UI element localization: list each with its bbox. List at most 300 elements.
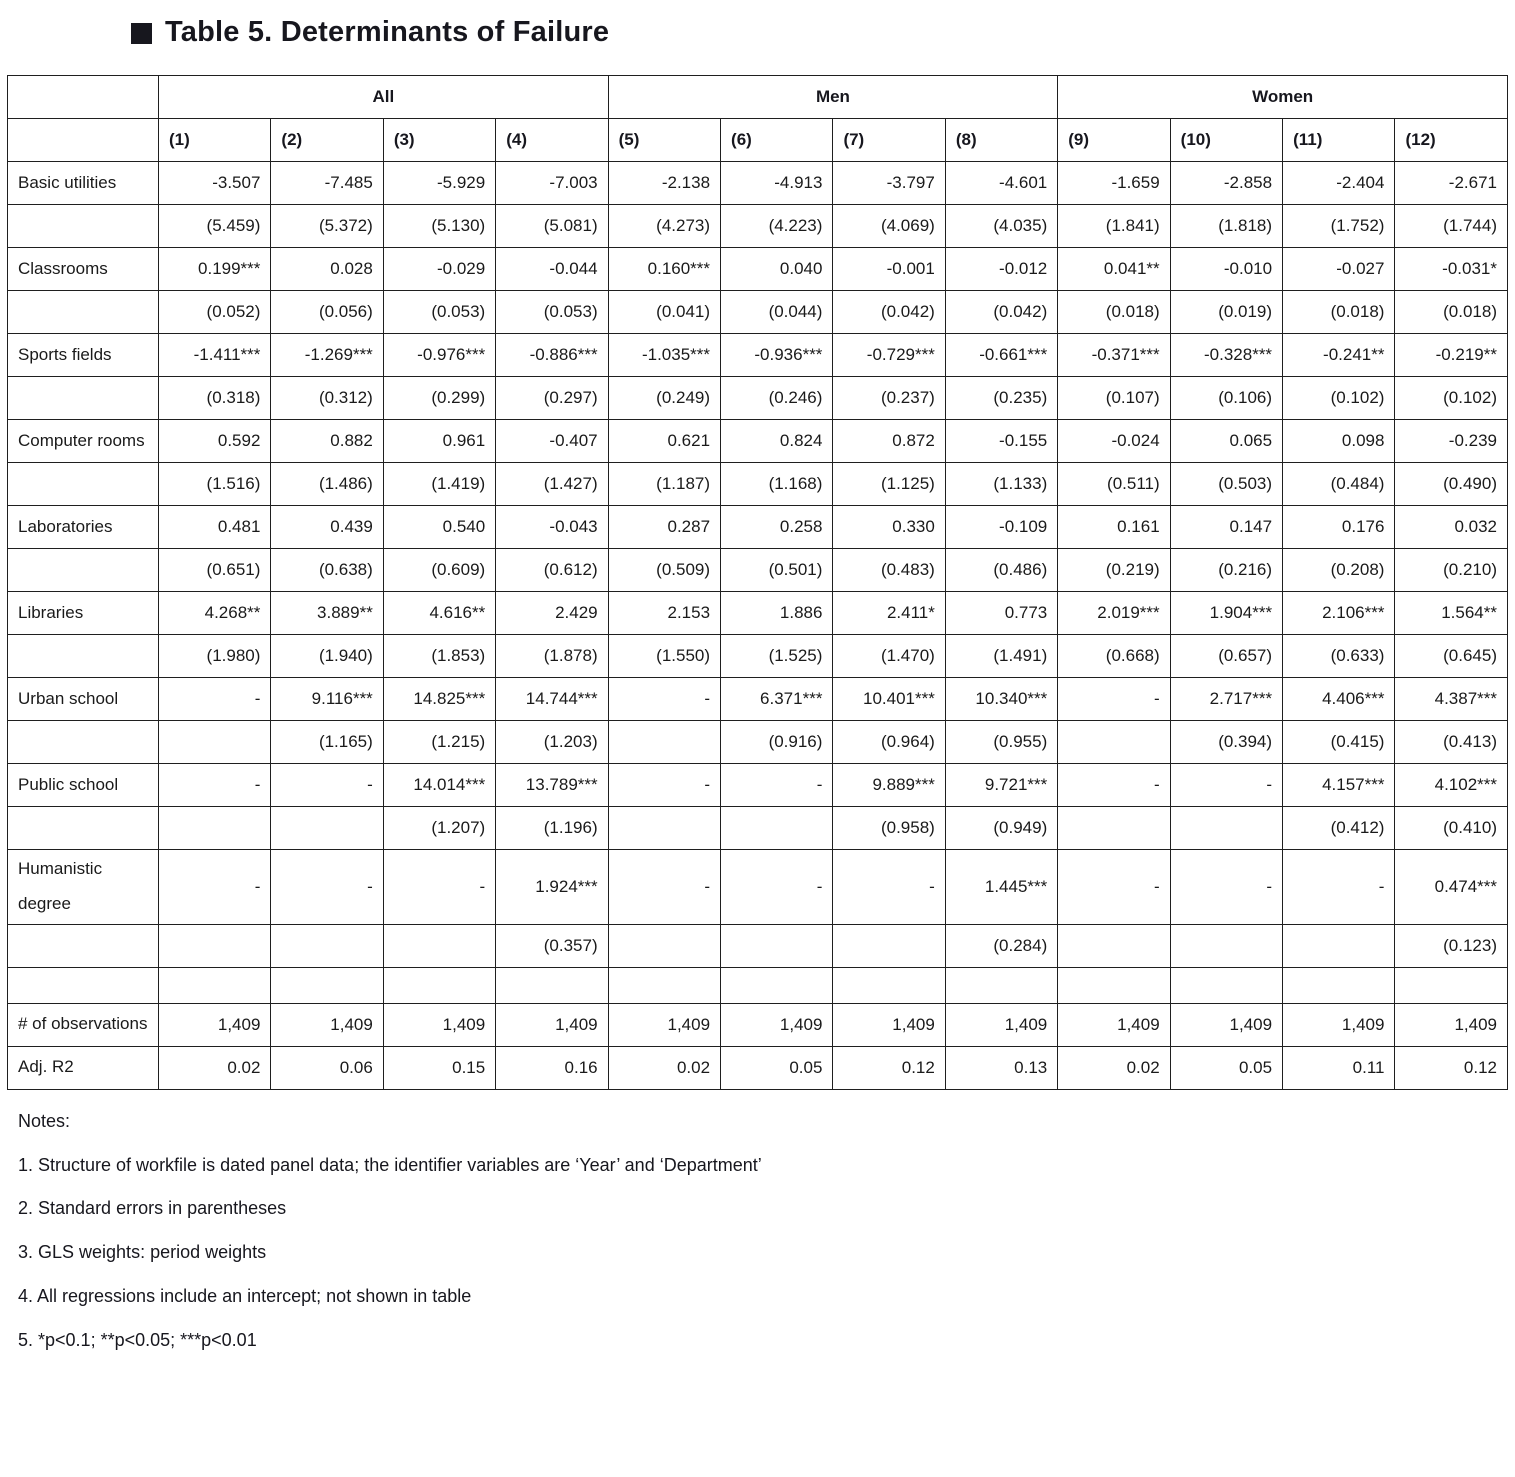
- coef-cell: -2.671: [1395, 162, 1508, 205]
- coef-cell: -0.012: [945, 248, 1057, 291]
- coef-cell: 14.014***: [383, 764, 495, 807]
- coef-cell: 0.160***: [608, 248, 720, 291]
- coef-cell: 2.153: [608, 592, 720, 635]
- stat-cell: 1,409: [496, 1003, 608, 1046]
- coef-cell: -3.507: [159, 162, 271, 205]
- stat-cell: 0.06: [271, 1046, 383, 1089]
- coef-cell: 9.889***: [833, 764, 945, 807]
- coef-cell: 0.481: [159, 506, 271, 549]
- se-cell: (0.053): [383, 291, 495, 334]
- stderr-row: [8, 807, 1508, 850]
- notes-section: [18, 1112, 1508, 1350]
- coef-cell: 10.401***: [833, 678, 945, 721]
- coef-cell: -0.407: [496, 420, 608, 463]
- se-cell: (0.949): [945, 807, 1057, 850]
- se-cell: (1.125): [833, 463, 945, 506]
- coef-cell: 0.824: [721, 420, 833, 463]
- se-cell: (1.516): [159, 463, 271, 506]
- stderr-row: [8, 205, 1508, 248]
- coef-cell: 0.439: [271, 506, 383, 549]
- se-cell: [833, 924, 945, 967]
- coef-cell: 2.411*: [833, 592, 945, 635]
- note-item-5: 5. *p<0.1; **p<0.05; ***p<0.01: [18, 1330, 257, 1351]
- se-cell: (0.501): [721, 549, 833, 592]
- column-header-9: (9): [1058, 119, 1170, 162]
- se-cell: (1.752): [1283, 205, 1395, 248]
- coefficient-row: [8, 334, 1508, 377]
- se-cell: (0.958): [833, 807, 945, 850]
- column-header-3: (3): [383, 119, 495, 162]
- stat-cell: 1,409: [1170, 1003, 1282, 1046]
- se-cell: (0.042): [945, 291, 1057, 334]
- stat-label: Adj. R2: [8, 1046, 159, 1089]
- spacer-cell: [271, 967, 383, 1003]
- column-header-6: (6): [721, 119, 833, 162]
- se-cell: (0.107): [1058, 377, 1170, 420]
- coef-cell: 4.268**: [159, 592, 271, 635]
- spacer-cell: [1283, 967, 1395, 1003]
- coef-cell: -0.328***: [1170, 334, 1282, 377]
- se-cell: (0.216): [1170, 549, 1282, 592]
- coefficient-row: [8, 162, 1508, 205]
- se-cell: (1.841): [1058, 205, 1170, 248]
- coef-cell: -0.109: [945, 506, 1057, 549]
- stderr-row: [8, 635, 1508, 678]
- stat-cell: 0.13: [945, 1046, 1057, 1089]
- coef-cell: -1.659: [1058, 162, 1170, 205]
- stat-cell: 0.02: [1058, 1046, 1170, 1089]
- coef-cell: 13.789***: [496, 764, 608, 807]
- stat-cell: 1,409: [721, 1003, 833, 1046]
- se-cell: (0.052): [159, 291, 271, 334]
- coef-cell: 0.041**: [1058, 248, 1170, 291]
- coef-cell: -: [608, 678, 720, 721]
- se-cell: (0.486): [945, 549, 1057, 592]
- se-cell: (0.509): [608, 549, 720, 592]
- se-cell: [608, 721, 720, 764]
- coef-cell: 0.176: [1283, 506, 1395, 549]
- group-header-row: [8, 76, 1508, 119]
- se-cell: (0.299): [383, 377, 495, 420]
- coef-cell: 9.721***: [945, 764, 1057, 807]
- coef-cell: 0.258: [721, 506, 833, 549]
- coefficient-row: [8, 850, 1508, 925]
- coef-cell: -5.929: [383, 162, 495, 205]
- spacer-cell: [1395, 967, 1508, 1003]
- column-header-2: (2): [271, 119, 383, 162]
- coef-cell: -4.913: [721, 162, 833, 205]
- stat-cell: 1,409: [945, 1003, 1057, 1046]
- coef-cell: 3.889**: [271, 592, 383, 635]
- coef-cell: 6.371***: [721, 678, 833, 721]
- se-cell: (0.210): [1395, 549, 1508, 592]
- stat-cell: 1,409: [1058, 1003, 1170, 1046]
- coef-cell: 1.886: [721, 592, 833, 635]
- note-item-1: 1. Structure of workfile is dated panel data; the identifier variables are ‘Year’ and ‘Department’: [18, 1154, 762, 1175]
- row-label: Basic utilities: [8, 162, 159, 205]
- coef-cell: 2.019***: [1058, 592, 1170, 635]
- row-label-empty: [8, 549, 159, 592]
- stderr-row: [8, 721, 1508, 764]
- row-label: Public school: [8, 764, 159, 807]
- stat-cell: 1,409: [608, 1003, 720, 1046]
- se-cell: [1058, 807, 1170, 850]
- group-header-women: Women: [1058, 76, 1508, 119]
- coef-cell: -0.031*: [1395, 248, 1508, 291]
- square-bullet-icon: [131, 23, 152, 44]
- se-cell: (0.633): [1283, 635, 1395, 678]
- row-label: Computer rooms: [8, 420, 159, 463]
- coef-cell: -2.138: [608, 162, 720, 205]
- stat-cell: 1,409: [1395, 1003, 1508, 1046]
- coef-cell: -0.239: [1395, 420, 1508, 463]
- coef-cell: -0.936***: [721, 334, 833, 377]
- se-cell: (0.964): [833, 721, 945, 764]
- coef-cell: -: [1170, 850, 1282, 925]
- coef-cell: -: [833, 850, 945, 925]
- se-cell: (1.133): [945, 463, 1057, 506]
- row-label: Sports fields: [8, 334, 159, 377]
- se-cell: (0.041): [608, 291, 720, 334]
- spacer-cell: [383, 967, 495, 1003]
- se-cell: (0.219): [1058, 549, 1170, 592]
- se-cell: [159, 721, 271, 764]
- se-cell: (0.483): [833, 549, 945, 592]
- se-cell: (1.427): [496, 463, 608, 506]
- coef-cell: -0.661***: [945, 334, 1057, 377]
- stat-cell: 1,409: [1283, 1003, 1395, 1046]
- coef-cell: -1.411***: [159, 334, 271, 377]
- coef-cell: -0.886***: [496, 334, 608, 377]
- se-cell: (1.744): [1395, 205, 1508, 248]
- coef-cell: -0.027: [1283, 248, 1395, 291]
- coef-cell: 0.872: [833, 420, 945, 463]
- coef-cell: 10.340***: [945, 678, 1057, 721]
- se-cell: (1.980): [159, 635, 271, 678]
- group-header-men: Men: [608, 76, 1058, 119]
- coef-cell: -1.035***: [608, 334, 720, 377]
- coef-cell: 2.106***: [1283, 592, 1395, 635]
- coef-cell: -: [1283, 850, 1395, 925]
- coef-cell: -7.003: [496, 162, 608, 205]
- column-header-1: (1): [159, 119, 271, 162]
- coef-cell: 0.621: [608, 420, 720, 463]
- se-cell: (0.916): [721, 721, 833, 764]
- coef-cell: -0.024: [1058, 420, 1170, 463]
- se-cell: (0.208): [1283, 549, 1395, 592]
- se-cell: (4.069): [833, 205, 945, 248]
- coefficient-row: [8, 420, 1508, 463]
- se-cell: [1283, 924, 1395, 967]
- coef-cell: -0.010: [1170, 248, 1282, 291]
- column-header-8: (8): [945, 119, 1057, 162]
- se-cell: (0.318): [159, 377, 271, 420]
- column-header-11: (11): [1283, 119, 1395, 162]
- stat-cell: 0.12: [1395, 1046, 1508, 1089]
- coef-cell: -: [1170, 764, 1282, 807]
- column-header-row: [8, 119, 1508, 162]
- se-cell: (0.638): [271, 549, 383, 592]
- se-cell: [608, 807, 720, 850]
- coef-cell: -1.269***: [271, 334, 383, 377]
- se-cell: (0.102): [1283, 377, 1395, 420]
- se-cell: (0.284): [945, 924, 1057, 967]
- row-label-empty: [8, 377, 159, 420]
- coef-cell: -: [1058, 678, 1170, 721]
- coef-cell: 0.474***: [1395, 850, 1508, 925]
- se-cell: (0.612): [496, 549, 608, 592]
- coef-cell: 0.330: [833, 506, 945, 549]
- se-cell: (0.249): [608, 377, 720, 420]
- row-label: Classrooms: [8, 248, 159, 291]
- se-cell: (1.165): [271, 721, 383, 764]
- se-cell: (1.470): [833, 635, 945, 678]
- stat-cell: 0.11: [1283, 1046, 1395, 1089]
- se-cell: (1.187): [608, 463, 720, 506]
- coef-cell: 2.429: [496, 592, 608, 635]
- se-cell: (1.207): [383, 807, 495, 850]
- se-cell: (0.235): [945, 377, 1057, 420]
- se-cell: (1.486): [271, 463, 383, 506]
- row-label-empty: [8, 807, 159, 850]
- notes-heading: Notes:: [18, 1110, 71, 1131]
- column-header-12: (12): [1395, 119, 1508, 162]
- stat-cell: 0.16: [496, 1046, 608, 1089]
- se-cell: (0.102): [1395, 377, 1508, 420]
- coef-cell: 4.406***: [1283, 678, 1395, 721]
- se-cell: (1.168): [721, 463, 833, 506]
- coef-cell: -0.001: [833, 248, 945, 291]
- table-title: [131, 16, 1508, 49]
- coef-cell: 0.161: [1058, 506, 1170, 549]
- coef-cell: 0.028: [271, 248, 383, 291]
- coef-cell: 0.961: [383, 420, 495, 463]
- stat-cell: 0.15: [383, 1046, 495, 1089]
- se-cell: (0.237): [833, 377, 945, 420]
- corner-cell: [8, 119, 159, 162]
- coef-cell: 0.040: [721, 248, 833, 291]
- group-header-all: All: [159, 76, 609, 119]
- regression-table: [7, 75, 1508, 1090]
- se-cell: (1.940): [271, 635, 383, 678]
- coef-cell: 0.287: [608, 506, 720, 549]
- coef-cell: 0.147: [1170, 506, 1282, 549]
- coefficient-row: [8, 592, 1508, 635]
- coef-cell: 14.744***: [496, 678, 608, 721]
- coef-cell: 1.445***: [945, 850, 1057, 925]
- se-cell: (0.410): [1395, 807, 1508, 850]
- se-cell: (0.490): [1395, 463, 1508, 506]
- se-cell: [1170, 807, 1282, 850]
- stat-row: [8, 1003, 1508, 1046]
- coef-cell: -0.043: [496, 506, 608, 549]
- se-cell: (0.312): [271, 377, 383, 420]
- note-item-2: 2. Standard errors in parentheses: [18, 1198, 287, 1219]
- se-cell: (0.657): [1170, 635, 1282, 678]
- stat-row: [8, 1046, 1508, 1089]
- coef-cell: -: [1058, 850, 1170, 925]
- se-cell: (0.645): [1395, 635, 1508, 678]
- coef-cell: 14.825***: [383, 678, 495, 721]
- coef-cell: 9.116***: [271, 678, 383, 721]
- coef-cell: -7.485: [271, 162, 383, 205]
- se-cell: (0.511): [1058, 463, 1170, 506]
- se-cell: (1.491): [945, 635, 1057, 678]
- coef-cell: -: [608, 850, 720, 925]
- coefficient-row: [8, 678, 1508, 721]
- coef-cell: 0.065: [1170, 420, 1282, 463]
- se-cell: (0.246): [721, 377, 833, 420]
- coef-cell: -0.729***: [833, 334, 945, 377]
- row-label: Humanistic degree: [8, 850, 159, 925]
- se-cell: (1.550): [608, 635, 720, 678]
- coef-cell: 4.616**: [383, 592, 495, 635]
- row-label: Libraries: [8, 592, 159, 635]
- spacer-row: [8, 967, 1508, 1003]
- stat-label: # of observations: [8, 1003, 159, 1046]
- spacer-cell: [833, 967, 945, 1003]
- coef-cell: 4.157***: [1283, 764, 1395, 807]
- stat-cell: 0.12: [833, 1046, 945, 1089]
- row-label-empty: [8, 721, 159, 764]
- row-label-empty: [8, 924, 159, 967]
- stat-cell: 1,409: [271, 1003, 383, 1046]
- se-cell: (5.372): [271, 205, 383, 248]
- coef-cell: 2.717***: [1170, 678, 1282, 721]
- se-cell: (1.215): [383, 721, 495, 764]
- coefficient-row: [8, 248, 1508, 291]
- se-cell: (0.955): [945, 721, 1057, 764]
- column-header-4: (4): [496, 119, 608, 162]
- se-cell: (0.394): [1170, 721, 1282, 764]
- se-cell: (1.203): [496, 721, 608, 764]
- row-label-empty: [8, 635, 159, 678]
- spacer-cell: [1058, 967, 1170, 1003]
- se-cell: (0.042): [833, 291, 945, 334]
- coef-cell: -0.371***: [1058, 334, 1170, 377]
- row-label-empty: [8, 463, 159, 506]
- se-cell: (0.056): [271, 291, 383, 334]
- se-cell: (0.018): [1283, 291, 1395, 334]
- se-cell: (0.413): [1395, 721, 1508, 764]
- stderr-row: [8, 463, 1508, 506]
- coef-cell: -: [721, 850, 833, 925]
- se-cell: [721, 924, 833, 967]
- coef-cell: -0.219**: [1395, 334, 1508, 377]
- row-label: Laboratories: [8, 506, 159, 549]
- se-cell: (1.525): [721, 635, 833, 678]
- coef-cell: 1.564**: [1395, 592, 1508, 635]
- se-cell: [383, 924, 495, 967]
- se-cell: (0.297): [496, 377, 608, 420]
- note-item-4: 4. All regressions include an intercept; not shown in table: [18, 1286, 472, 1307]
- se-cell: [271, 924, 383, 967]
- se-cell: (1.853): [383, 635, 495, 678]
- stderr-row: [8, 549, 1508, 592]
- se-cell: (0.019): [1170, 291, 1282, 334]
- coef-cell: -0.044: [496, 248, 608, 291]
- coef-cell: -4.601: [945, 162, 1057, 205]
- coef-cell: 4.102***: [1395, 764, 1508, 807]
- coef-cell: -3.797: [833, 162, 945, 205]
- note-item-3: 3. GLS weights: period weights: [18, 1242, 267, 1263]
- spacer-cell: [608, 967, 720, 1003]
- coef-cell: 4.387***: [1395, 678, 1508, 721]
- se-cell: (0.415): [1283, 721, 1395, 764]
- spacer-cell: [945, 967, 1057, 1003]
- stat-cell: 1,409: [833, 1003, 945, 1046]
- coefficient-row: [8, 764, 1508, 807]
- coef-cell: 0.540: [383, 506, 495, 549]
- coef-cell: -2.858: [1170, 162, 1282, 205]
- stat-cell: 0.05: [1170, 1046, 1282, 1089]
- coef-cell: -: [271, 764, 383, 807]
- coef-cell: 0.098: [1283, 420, 1395, 463]
- se-cell: [1058, 924, 1170, 967]
- coef-cell: 0.592: [159, 420, 271, 463]
- coef-cell: -: [1058, 764, 1170, 807]
- coef-cell: 1.924***: [496, 850, 608, 925]
- se-cell: (5.130): [383, 205, 495, 248]
- row-label-empty: [8, 205, 159, 248]
- se-cell: (0.018): [1395, 291, 1508, 334]
- se-cell: (1.878): [496, 635, 608, 678]
- stderr-row: [8, 377, 1508, 420]
- stat-cell: 0.02: [608, 1046, 720, 1089]
- column-header-5: (5): [608, 119, 720, 162]
- coef-cell: 1.904***: [1170, 592, 1282, 635]
- se-cell: [1058, 721, 1170, 764]
- se-cell: (0.357): [496, 924, 608, 967]
- stderr-row: [8, 291, 1508, 334]
- se-cell: (0.651): [159, 549, 271, 592]
- coef-cell: -: [159, 678, 271, 721]
- se-cell: (0.123): [1395, 924, 1508, 967]
- se-cell: (0.668): [1058, 635, 1170, 678]
- coef-cell: -: [159, 850, 271, 925]
- corner-cell: [8, 76, 159, 119]
- stat-cell: 0.05: [721, 1046, 833, 1089]
- se-cell: (0.484): [1283, 463, 1395, 506]
- coef-cell: -: [159, 764, 271, 807]
- coef-cell: -0.976***: [383, 334, 495, 377]
- spacer-cell: [159, 967, 271, 1003]
- se-cell: [721, 807, 833, 850]
- coef-cell: -0.241**: [1283, 334, 1395, 377]
- stat-cell: 1,409: [383, 1003, 495, 1046]
- se-cell: (4.035): [945, 205, 1057, 248]
- coef-cell: -: [271, 850, 383, 925]
- se-cell: [271, 807, 383, 850]
- row-label-empty: [8, 291, 159, 334]
- se-cell: [1170, 924, 1282, 967]
- spacer-cell: [496, 967, 608, 1003]
- column-header-7: (7): [833, 119, 945, 162]
- se-cell: (1.196): [496, 807, 608, 850]
- spacer-cell: [721, 967, 833, 1003]
- se-cell: (5.081): [496, 205, 608, 248]
- spacer-cell: [8, 967, 159, 1003]
- se-cell: (4.273): [608, 205, 720, 248]
- column-header-10: (10): [1170, 119, 1282, 162]
- coef-cell: -0.155: [945, 420, 1057, 463]
- coef-cell: 0.773: [945, 592, 1057, 635]
- se-cell: (0.609): [383, 549, 495, 592]
- spacer-cell: [1170, 967, 1282, 1003]
- se-cell: (0.044): [721, 291, 833, 334]
- stderr-row: [8, 924, 1508, 967]
- se-cell: (1.419): [383, 463, 495, 506]
